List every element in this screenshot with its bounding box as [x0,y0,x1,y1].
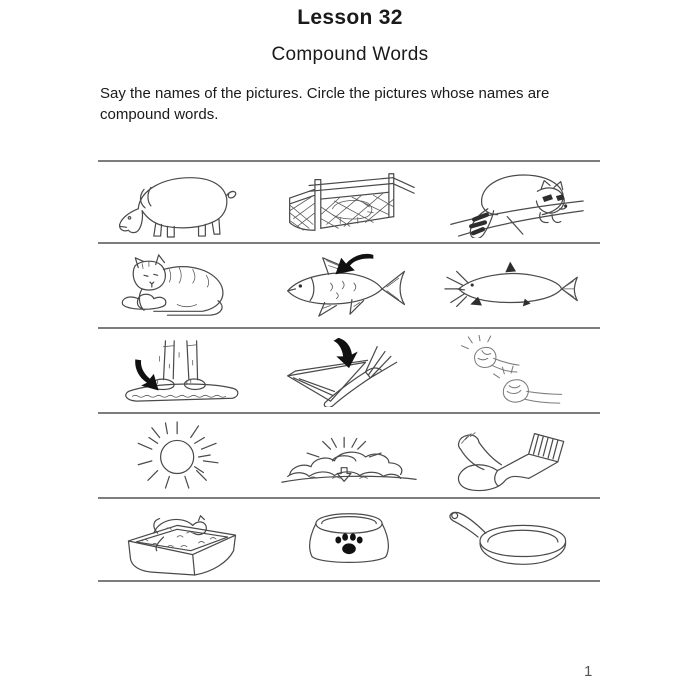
dog-dish-image [273,504,425,576]
picture-cell-frying-pan[interactable] [433,499,600,580]
napkin-fork-image [273,335,425,407]
picture-cell-sandbox[interactable] [98,499,265,580]
sock-image [440,420,592,492]
cat-image [106,250,258,322]
frying-pan-image [440,504,592,576]
doormat-image [106,335,258,407]
pigpen-image [273,166,425,238]
sun-image [106,420,258,492]
picture-grid [98,160,600,582]
worksheet-row [98,497,600,582]
pig-image [106,166,258,238]
finger-snap-image [440,335,592,407]
fish-image [273,250,425,322]
instructions-text: Say the names of the pictures. Circle the pictures whose names are compound words. [100,85,550,123]
worksheet-row [98,242,600,327]
lesson-title: Lesson 32 [297,6,403,29]
sunset-image [273,420,425,492]
picture-cell-sunset[interactable] [265,414,432,497]
picture-cell-finger-snap[interactable] [433,329,600,412]
picture-cell-sock[interactable] [433,414,600,497]
page-subtitle: Compound Words [271,44,429,65]
worksheet-row [98,160,600,242]
picture-cell-sun[interactable] [98,414,265,497]
picture-cell-raccoon[interactable] [433,162,600,242]
picture-cell-doormat[interactable] [98,329,265,412]
picture-cell-catfish[interactable] [433,244,600,327]
picture-cell-cat[interactable] [98,244,265,327]
catfish-image [440,250,592,322]
page-number: 1 [584,663,593,680]
worksheet-row [98,412,600,497]
worksheet-row [98,327,600,412]
picture-cell-dog-dish[interactable] [265,499,432,580]
raccoon-image [440,166,592,238]
picture-cell-pigpen[interactable] [265,162,432,242]
picture-cell-fish[interactable] [265,244,432,327]
sandbox-image [106,504,258,576]
picture-cell-pig[interactable] [98,162,265,242]
picture-cell-napkin-fork[interactable] [265,329,432,412]
